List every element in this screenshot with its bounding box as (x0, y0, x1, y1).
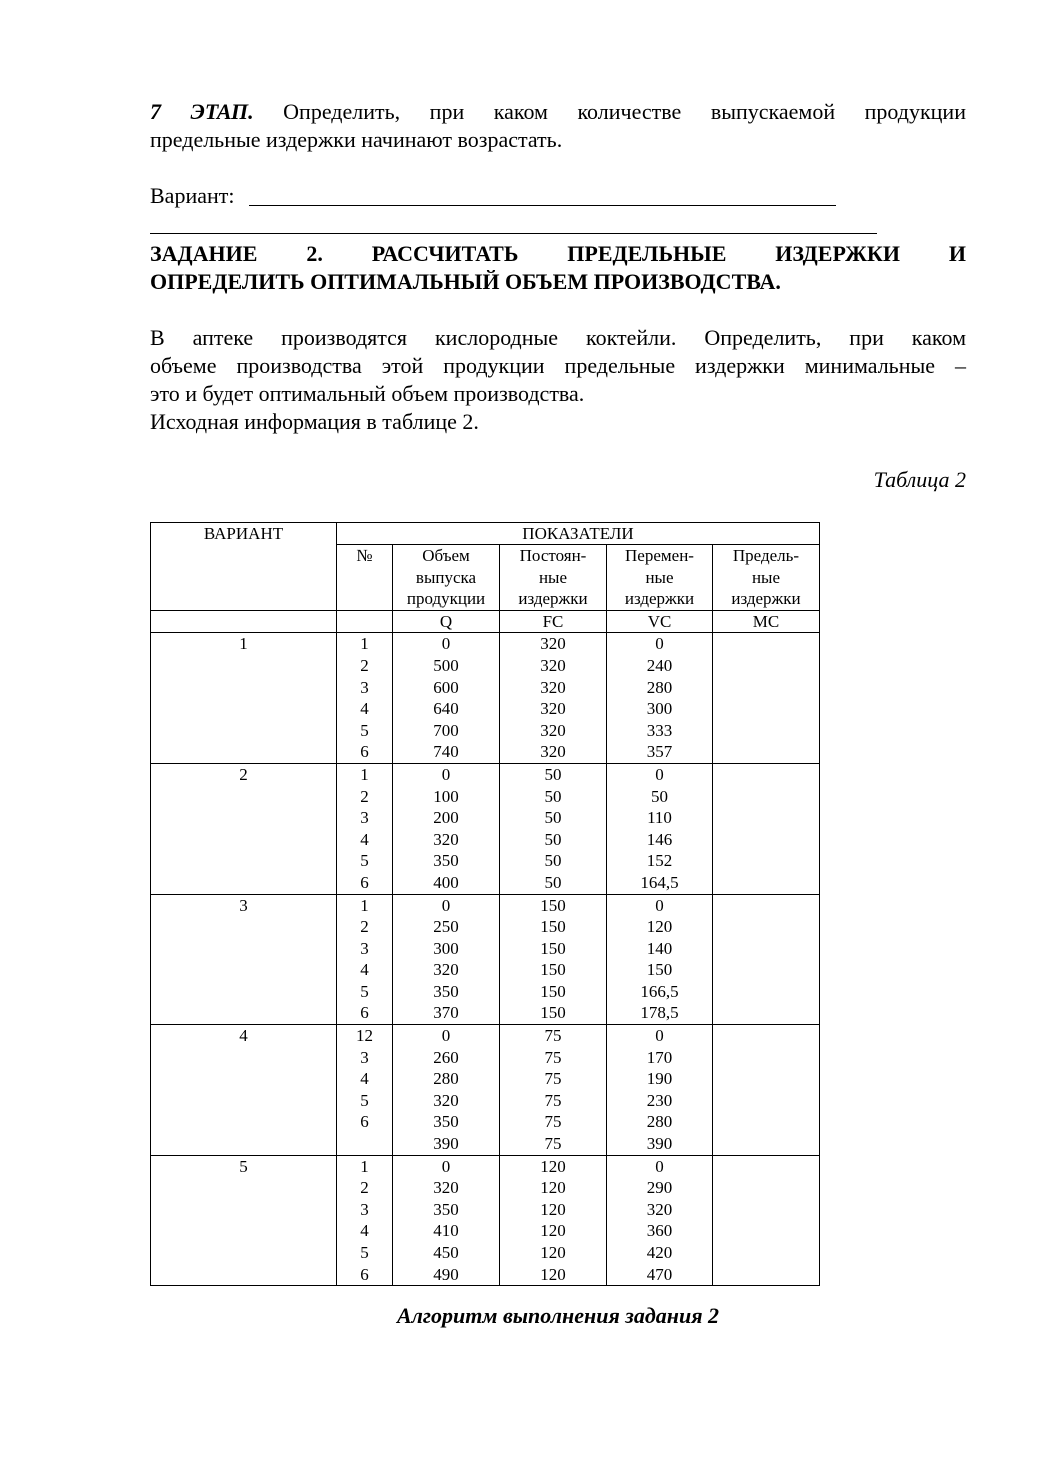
cell-mc-empty (713, 894, 820, 1025)
task-title-line-1: ЗАДАНИЕ 2. РАССЧИТАТЬ ПРЕДЕЛЬНЫЕ ИЗДЕРЖКИ И (150, 241, 966, 266)
cell-q (393, 1025, 500, 1156)
value-fc: 50 (544, 872, 562, 892)
value-vc: 0 (655, 1156, 664, 1176)
variant-number: 5 (239, 1156, 248, 1176)
table-caption: Таблица 2 (873, 467, 966, 492)
value-q: 0 (441, 895, 451, 915)
value-vc: 420 (646, 1243, 673, 1262)
value-nums: 4 (360, 1069, 369, 1089)
symbol-vc-text: VC (647, 611, 672, 631)
value-q: 0 (441, 764, 451, 784)
value-fc: 50 (544, 764, 562, 784)
cell-vc (607, 1155, 713, 1286)
stage-line-2: предельные издержки начинают возрастать. (150, 127, 563, 152)
value-vc: 150 (646, 960, 673, 980)
value-fc: 320 (540, 677, 566, 697)
value-q: 740 (433, 742, 459, 762)
value-q: 0 (441, 1156, 451, 1176)
header-variant: ВАРИАНТ (151, 523, 337, 611)
header-fc-l3: издержки (518, 589, 588, 609)
header-q (393, 545, 500, 611)
value-nums: 6 (360, 1264, 369, 1284)
header-no (337, 545, 393, 611)
value-nums: 1 (360, 764, 369, 784)
cell-fc (500, 1155, 607, 1286)
value-fc: 120 (540, 1178, 566, 1198)
header-mc (713, 545, 820, 611)
value-q: 350 (433, 851, 459, 871)
variant-number: 3 (239, 895, 248, 915)
value-vc: 120 (646, 917, 673, 937)
task-title-line-2: ОПРЕДЕЛИТЬ ОПТИМАЛЬНЫЙ ОБЪЕМ ПРОИЗВОДСТВА. (150, 269, 781, 294)
value-vc: 110 (647, 808, 672, 828)
value-nums: 3 (360, 808, 369, 828)
variant-label: Вариант: (150, 183, 235, 208)
cell-fc (500, 763, 607, 894)
stage-label: 7 ЭТАП. (150, 99, 254, 124)
value-nums: 4 (360, 699, 369, 719)
value-vc: 333 (646, 720, 673, 740)
answer-underline (150, 233, 877, 234)
value-nums: 2 (360, 786, 369, 806)
value-fc: 120 (540, 1221, 566, 1241)
value-nums: 5 (360, 1090, 369, 1110)
value-q: 410 (433, 1221, 459, 1241)
value-nums: 5 (360, 851, 369, 871)
value-vc: 190 (646, 1069, 673, 1089)
header-fc-l1: Постоян- (519, 546, 587, 565)
value-q: 250 (433, 917, 459, 937)
header-vc (607, 545, 713, 611)
header-q-l1: Объем (422, 546, 470, 565)
value-vc: 178,5 (640, 1003, 679, 1023)
symbol-q (393, 610, 500, 633)
value-fc: 320 (540, 742, 566, 762)
value-fc: 50 (544, 786, 562, 806)
cell-q (393, 763, 500, 894)
header-mc-l3: издержки (731, 589, 801, 609)
variant-cell (151, 1155, 337, 1286)
value-fc: 50 (544, 829, 562, 849)
algorithm-title: Алгоритм выполнения задания 2 (396, 1303, 720, 1328)
value-fc: 120 (540, 1264, 566, 1284)
symbol-empty-variant (151, 610, 337, 633)
value-vc: 320 (646, 1199, 673, 1219)
value-nums: 4 (360, 960, 369, 980)
value-fc: 75 (544, 1134, 562, 1154)
value-fc: 50 (544, 851, 562, 871)
value-vc: 290 (646, 1178, 673, 1198)
task-title (150, 240, 966, 296)
value-q: 490 (433, 1264, 459, 1284)
value-nums: 6 (360, 742, 369, 762)
symbol-fc (500, 610, 607, 633)
value-vc: 280 (646, 677, 673, 697)
value-q: 320 (433, 829, 459, 849)
value-q: 0 (441, 634, 451, 654)
table-symbol-row (151, 610, 820, 633)
cell-nums (337, 1025, 393, 1156)
value-q: 640 (433, 699, 459, 719)
table-row (151, 633, 820, 764)
value-fc: 150 (540, 938, 566, 958)
value-q: 400 (433, 872, 459, 892)
document-page (150, 98, 966, 1328)
value-q: 600 (433, 677, 459, 697)
value-fc: 75 (544, 1112, 562, 1132)
value-q: 320 (433, 1178, 459, 1198)
value-q: 390 (433, 1134, 459, 1154)
table-row (151, 1025, 820, 1156)
value-fc: 75 (544, 1069, 562, 1089)
value-q: 700 (433, 720, 459, 740)
variant-line (150, 182, 966, 210)
cell-vc (607, 894, 713, 1025)
variant-cell (151, 633, 337, 764)
data-table (150, 522, 820, 1286)
body-line-1: В аптеке производятся кислородные коктейли. Определить, при каком (150, 325, 966, 350)
variant-number: 1 (239, 634, 248, 654)
value-q: 320 (433, 1090, 459, 1110)
value-nums: 5 (360, 1243, 369, 1262)
value-nums: 3 (360, 1047, 369, 1067)
value-vc: 140 (646, 938, 673, 958)
cell-mc-empty (713, 1025, 820, 1156)
value-q: 260 (433, 1047, 459, 1067)
task-description (150, 324, 966, 436)
cell-fc (500, 633, 607, 764)
value-vc: 0 (655, 1026, 664, 1046)
value-fc: 120 (540, 1199, 566, 1219)
table-row (151, 763, 820, 894)
variant-cell (151, 894, 337, 1025)
body-line-3: это и будет оптимальный объем производства. (150, 381, 585, 406)
value-fc: 50 (544, 808, 562, 828)
value-vc: 390 (646, 1134, 673, 1154)
body-line-4: Исходная информация в таблице 2. (150, 409, 479, 434)
value-nums: 2 (360, 917, 369, 937)
cell-fc (500, 894, 607, 1025)
value-nums: 4 (360, 829, 369, 849)
value-fc: 120 (540, 1243, 566, 1262)
stage-line-1 (150, 98, 966, 126)
variant-cell (151, 763, 337, 894)
value-q: 280 (433, 1069, 459, 1089)
value-q: 200 (433, 808, 459, 828)
symbol-empty-no (337, 610, 393, 633)
table-row (151, 894, 820, 1025)
value-nums: 1 (360, 1156, 369, 1176)
value-q: 370 (433, 1003, 459, 1023)
value-fc: 320 (540, 720, 566, 740)
value-vc: 0 (655, 634, 664, 654)
cell-vc (607, 763, 713, 894)
value-q: 300 (433, 938, 459, 958)
header-no-text: № (356, 546, 373, 565)
symbol-mc-text: MC (752, 611, 780, 631)
value-nums: 5 (360, 981, 369, 1001)
value-vc: 0 (655, 895, 664, 915)
cell-q (393, 894, 500, 1025)
cell-nums (337, 894, 393, 1025)
value-q: 350 (433, 1112, 459, 1132)
header-vc-l3: издержки (624, 589, 695, 609)
cell-vc (607, 633, 713, 764)
table-header-row-1 (151, 523, 820, 545)
header-vc-l2: ные (645, 567, 674, 587)
value-nums: 2 (360, 655, 369, 675)
value-vc: 164,5 (640, 872, 679, 892)
header-q-l3: продукции (406, 589, 486, 609)
value-nums: 6 (360, 1003, 369, 1023)
value-nums: 6 (360, 872, 369, 892)
cell-mc-empty (713, 633, 820, 764)
value-nums: 1 (360, 634, 369, 654)
value-fc: 75 (544, 1047, 562, 1067)
value-vc: 166,5 (640, 981, 679, 1001)
value-vc: 360 (646, 1221, 673, 1241)
value-vc: 170 (646, 1047, 673, 1067)
value-q: 320 (433, 960, 459, 980)
cell-mc-empty (713, 1155, 820, 1286)
value-vc: 300 (646, 699, 673, 719)
value-nums: 12 (356, 1026, 373, 1046)
stage-text-1: Определить, при каком количестве выпускаемой продукции (253, 99, 966, 124)
value-nums: 3 (360, 677, 369, 697)
value-vc: 470 (646, 1264, 673, 1284)
cell-q (393, 1155, 500, 1286)
symbol-vc (607, 610, 713, 633)
value-nums: 4 (360, 1221, 369, 1241)
value-fc: 320 (540, 699, 566, 719)
variant-number: 2 (239, 764, 248, 784)
value-nums: 2 (360, 1178, 369, 1198)
value-fc: 75 (544, 1090, 562, 1110)
value-vc: 50 (651, 786, 668, 806)
value-q: 350 (433, 1199, 459, 1219)
value-vc: 146 (646, 829, 673, 849)
cell-nums (337, 763, 393, 894)
value-fc: 120 (540, 1156, 566, 1176)
header-q-l2: выпуска (415, 567, 477, 587)
value-q: 450 (433, 1243, 459, 1262)
value-nums: 3 (360, 1199, 369, 1219)
value-fc: 320 (540, 655, 566, 675)
header-fc (500, 545, 607, 611)
value-fc: 150 (540, 1003, 566, 1023)
value-fc: 150 (540, 917, 566, 937)
value-vc: 0 (655, 764, 664, 784)
value-q: 350 (433, 981, 459, 1001)
symbol-q-text: Q (439, 611, 453, 631)
cell-vc (607, 1025, 713, 1156)
body-line-2: объеме производства этой продукции предельные издержки минимальные – (150, 353, 966, 378)
variant-answer-line (249, 205, 836, 206)
symbol-mc (713, 610, 820, 633)
header-vc-l1: Перемен- (625, 546, 694, 565)
table-row (151, 1155, 820, 1286)
value-vc: 280 (646, 1112, 673, 1132)
variant-number: 4 (239, 1026, 248, 1046)
cell-nums (337, 1155, 393, 1286)
value-fc: 75 (544, 1026, 562, 1046)
value-vc: 240 (646, 655, 673, 675)
value-nums: 5 (360, 720, 369, 740)
cell-q (393, 633, 500, 764)
header-fc-l2: ные (538, 567, 568, 587)
value-vc: 357 (646, 742, 673, 762)
value-fc: 150 (540, 895, 566, 915)
cell-fc (500, 1025, 607, 1156)
value-q: 0 (441, 1026, 451, 1046)
value-nums (337, 1133, 392, 1155)
value-fc: 150 (540, 981, 566, 1001)
value-nums: 3 (360, 938, 369, 958)
value-q: 100 (433, 786, 459, 806)
value-fc: 150 (540, 960, 566, 980)
symbol-fc-text: FC (542, 611, 564, 631)
value-vc: 152 (646, 851, 673, 871)
value-fc: 320 (540, 634, 566, 654)
header-indicators: ПОКАЗАТЕЛИ (337, 523, 820, 545)
value-vc: 230 (646, 1090, 673, 1110)
header-mc-l1: Предель- (732, 546, 800, 565)
cell-mc-empty (713, 763, 820, 894)
value-nums: 1 (360, 895, 369, 915)
value-q: 500 (433, 655, 459, 675)
header-mc-l2: ные (751, 567, 781, 587)
value-nums: 6 (360, 1112, 369, 1132)
variant-cell (151, 1025, 337, 1156)
cell-nums (337, 633, 393, 764)
